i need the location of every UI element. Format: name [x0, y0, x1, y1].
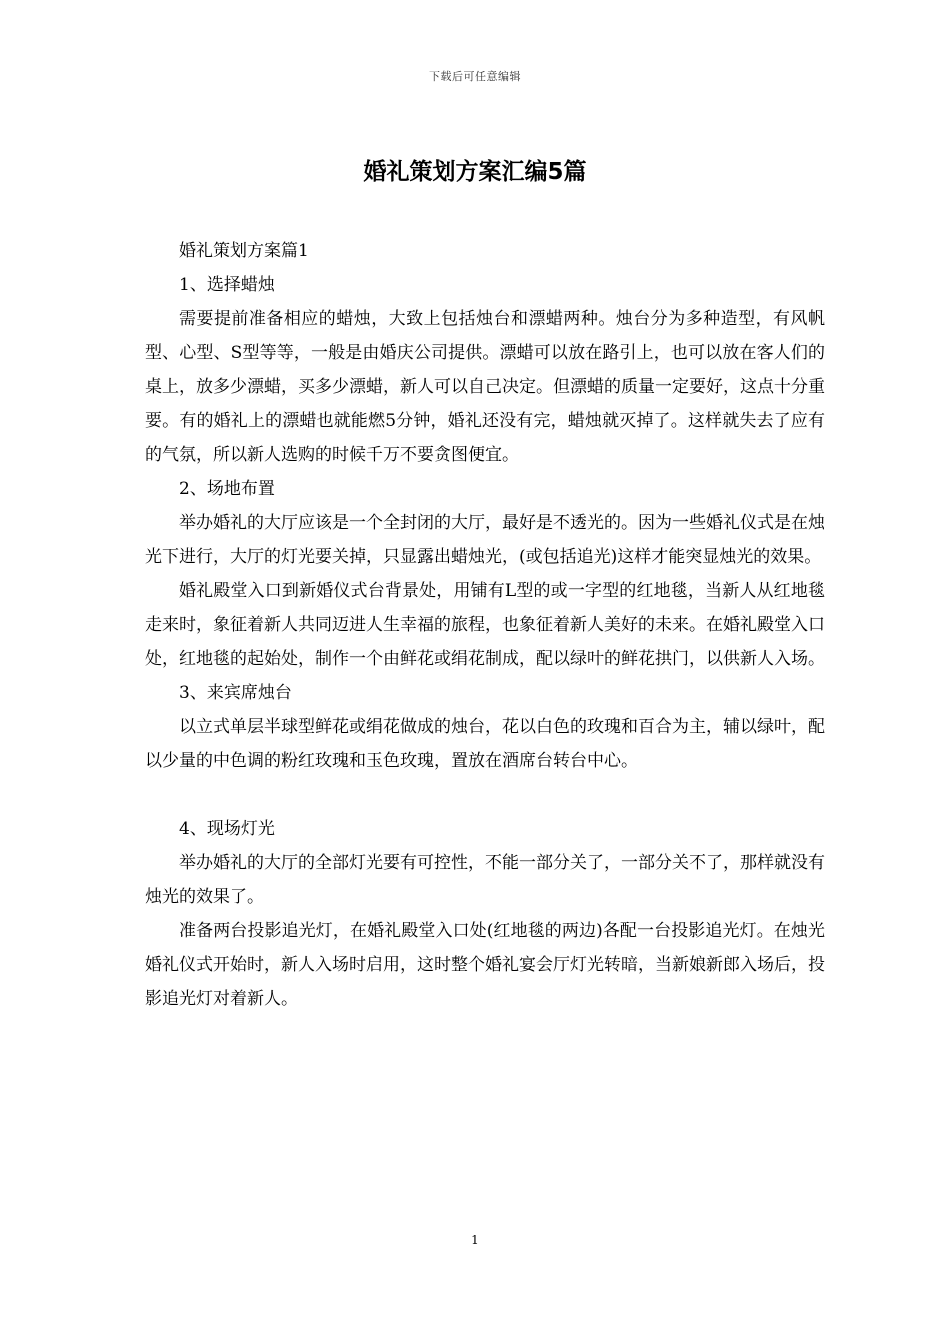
subheading-candles: 1、选择蜡烛 — [179, 275, 275, 295]
page-number: 1 — [471, 1233, 479, 1247]
document-title: 婚礼策划方案汇编5篇 — [363, 159, 587, 185]
subheading-lighting: 4、现场灯光 — [179, 819, 275, 839]
header-note: 下载后可任意编辑 — [429, 70, 521, 83]
paragraph-venue-hall: 举办婚礼的大厅应该是一个全封闭的大厅，最好是不透光的。因为一些婚礼仪式是在烛光下进行，大厅的灯光要关掉，只显露出蜡烛光，(或包括追光)这样才能突显烛光的效果。 — [145, 513, 825, 567]
section-heading-plan-1: 婚礼策划方案篇1 — [179, 241, 309, 261]
paragraph-candles: 需要提前准备相应的蜡烛，大致上包括烛台和漂蜡两种。烛台分为多种造型，有风帆型、心型、S型等等，一般是由婚庆公司提供。漂蜡可以放在路引上，也可以放在客人们的桌上，放多少漂蜡，买多少漂蜡，新人可以自己决定。但漂蜡的质量一定要好，这点十分重要。有的婚礼上的漂蜡也就能燃5分钟，婚礼还没有完，蜡烛就灭掉了。这样就失去了应有的气氛，所以新人选购的时候千万不要贪图便宜。 — [145, 309, 825, 465]
paragraph-guest-candlesticks: 以立式单层半球型鲜花或绢花做成的烛台，花以白色的玫瑰和百合为主，辅以绿叶，配以少量的中色调的粉红玫瑰和玉色玫瑰，置放在酒席台转台中心。 — [145, 717, 825, 771]
paragraph-lighting-spotlights: 准备两台投影追光灯，在婚礼殿堂入口处(红地毯的两边)各配一台投影追光灯。在烛光婚礼仪式开始时，新人入场时启用，这时整个婚礼宴会厅灯光转暗，当新娘新郎入场后，投影追光灯对着新人。 — [145, 921, 825, 1009]
paragraph-lighting-control: 举办婚礼的大厅的全部灯光要有可控性，不能一部分关了，一部分关不了，那样就没有烛光的效果了。 — [145, 853, 825, 907]
paragraph-venue-carpet: 婚礼殿堂入口到新婚仪式台背景处，用铺有L型的或一字型的红地毯，当新人从红地毯走来时，象征着新人共同迈进人生幸福的旅程，也象征着新人美好的未来。在婚礼殿堂入口处，红地毯的起始处，制作一个由鲜花或绢花制成，配以绿叶的鲜花拱门，以供新人入场。 — [145, 581, 825, 669]
subheading-guest-candlesticks: 3、来宾席烛台 — [179, 683, 292, 703]
document-body — [145, 234, 825, 1016]
subheading-venue: 2、场地布置 — [179, 479, 275, 499]
